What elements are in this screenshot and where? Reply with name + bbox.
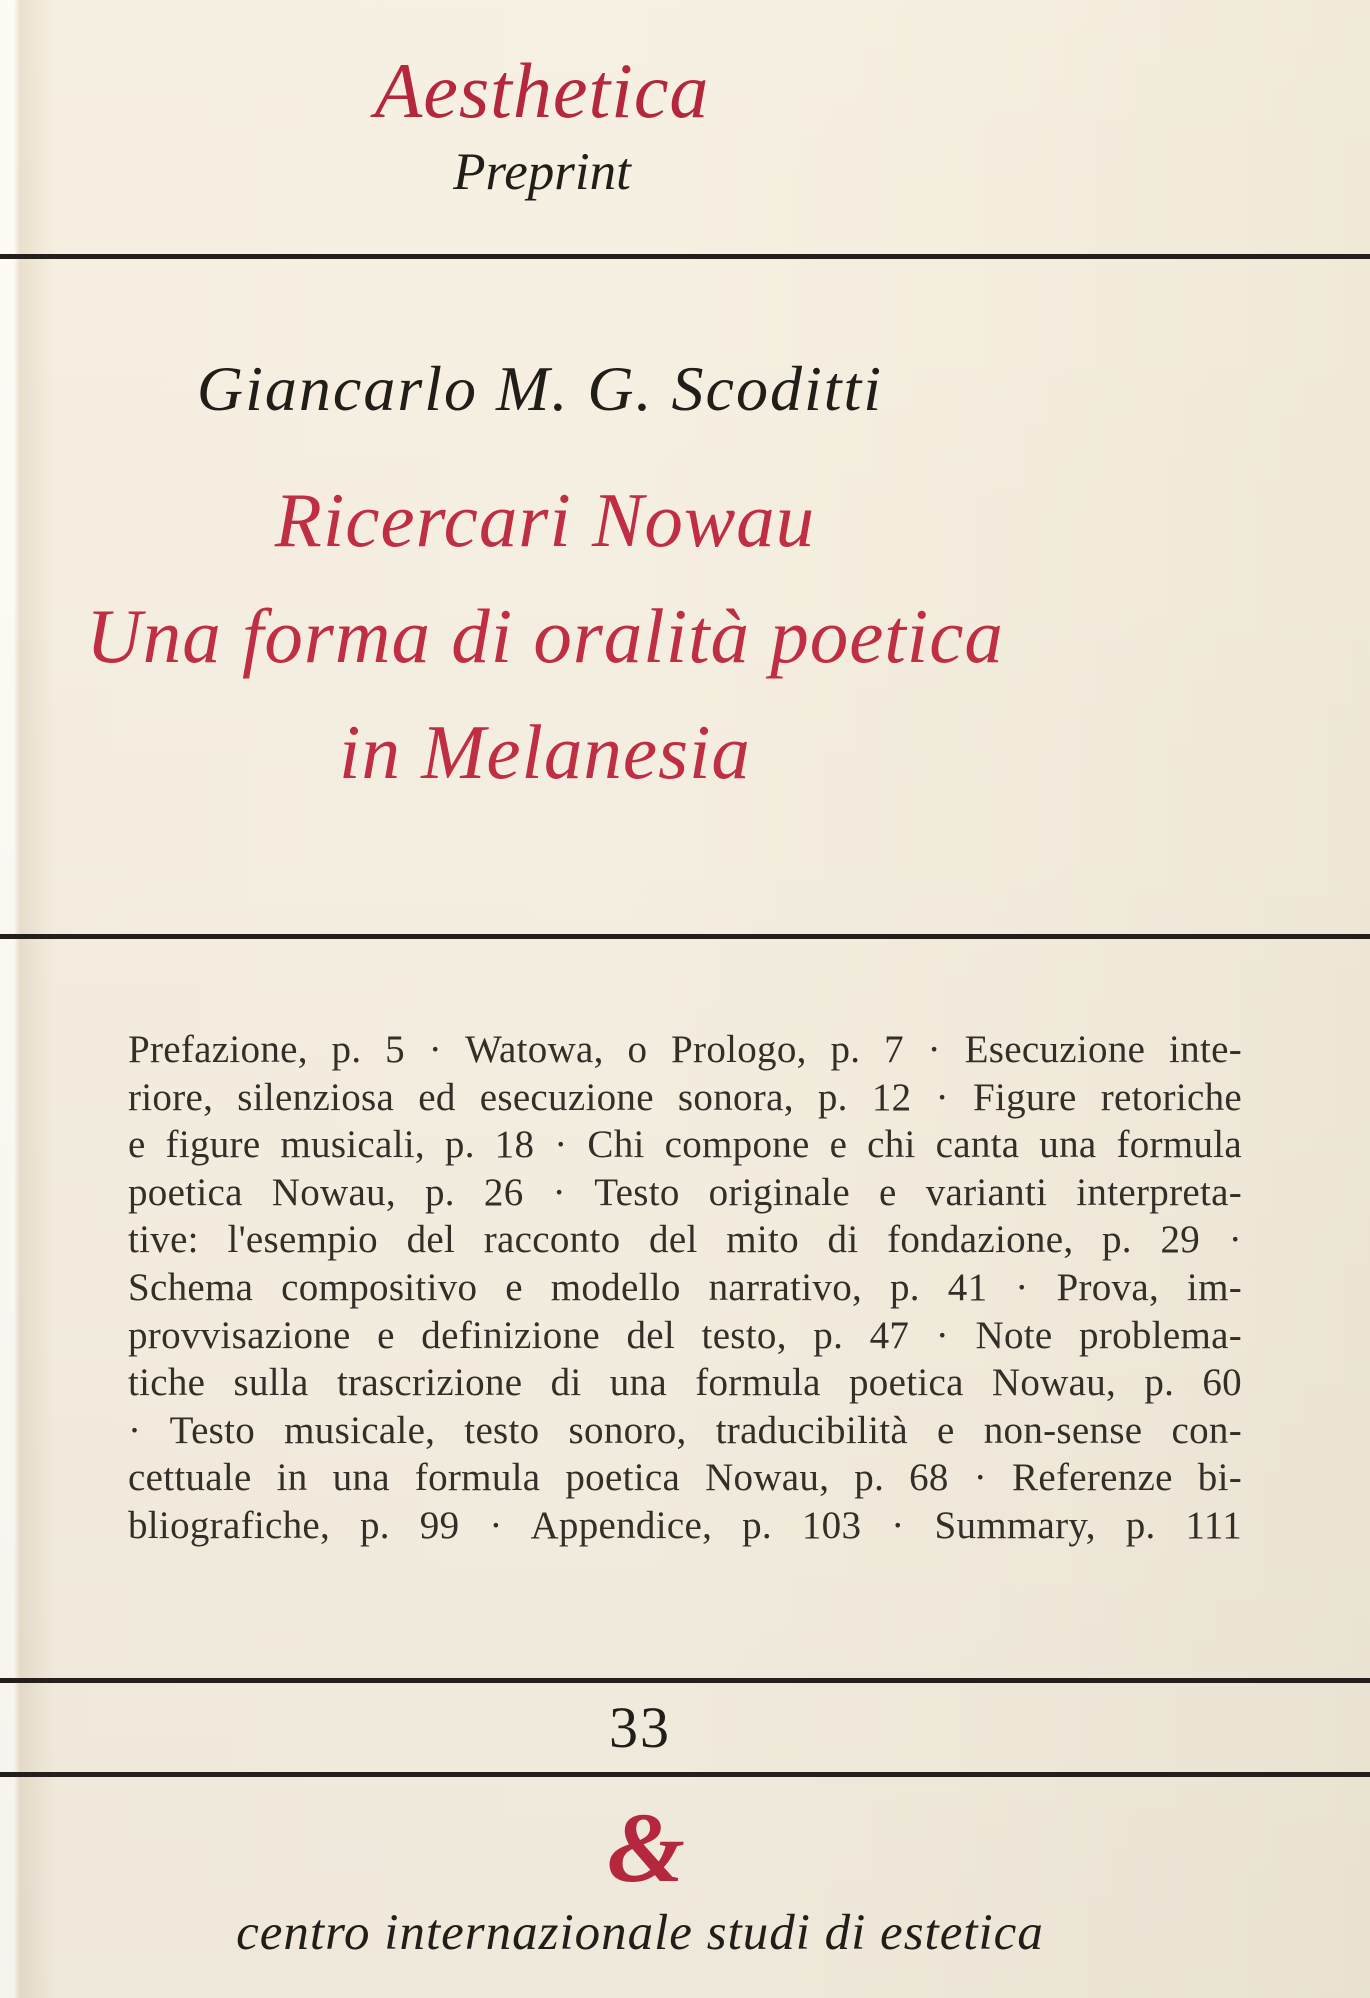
contents-line: Prefazione, p. 5 · Watowa, o Prologo, p. 7 · Esecuzione inte- (128, 1028, 1242, 1071)
book-title (0, 462, 1090, 810)
contents-line: poetica Nowau, p. 26 · Testo originale e varianti interpreta- (128, 1170, 1242, 1214)
author-name: Giancarlo M. G. Scoditti (196, 353, 884, 424)
book-title-line-3: in Melanesia (339, 709, 751, 795)
table-of-contents (128, 1026, 1242, 1550)
contents-line: Schema compositivo e modello narrativo, p. 41 · Prova, im- (128, 1265, 1242, 1309)
horizontal-rule-middle (0, 934, 1370, 939)
contents-line: tive: l'esempio del racconto del mito di fondazione, p. 29 · (128, 1218, 1242, 1262)
book-title-line-1: Ricercari Nowau (274, 477, 816, 563)
series-subtitle: Preprint (453, 143, 631, 201)
publisher-name: centro internazionale studi di estetica (236, 1905, 1044, 1961)
ampersand-logo-icon: & (607, 1792, 685, 1903)
book-title-line-2: Una forma di oralità poetica (86, 593, 1004, 679)
contents-line: · Testo musicale, testo sonoro, traducibilità e non-sense con- (128, 1408, 1242, 1452)
contents-line: e figure musicali, p. 18 · Chi compone e chi canta una formula (128, 1123, 1242, 1167)
contents-line: riore, silenziosa ed esecuzione sonora, p. 12 · Figure retoriche (128, 1075, 1242, 1119)
contents-line: bliografiche, p. 99 · Appendice, p. 103 · Summary, p. 111 (128, 1503, 1242, 1547)
series-title: Aesthetica (374, 47, 710, 134)
contents-line: provvisazione e definizione del testo, p. 47 · Note problema- (128, 1313, 1242, 1357)
contents-line: cettuale in una formula poetica Nowau, p. 68 · Referenze bi- (128, 1456, 1242, 1500)
contents-line: tiche sulla trascrizione di una formula poetica Nowau, p. 60 (128, 1361, 1242, 1405)
horizontal-rule-above-number (0, 1678, 1370, 1683)
horizontal-rule-top (0, 254, 1370, 259)
issue-number: 33 (609, 1695, 671, 1760)
horizontal-rule-below-number (0, 1772, 1370, 1777)
